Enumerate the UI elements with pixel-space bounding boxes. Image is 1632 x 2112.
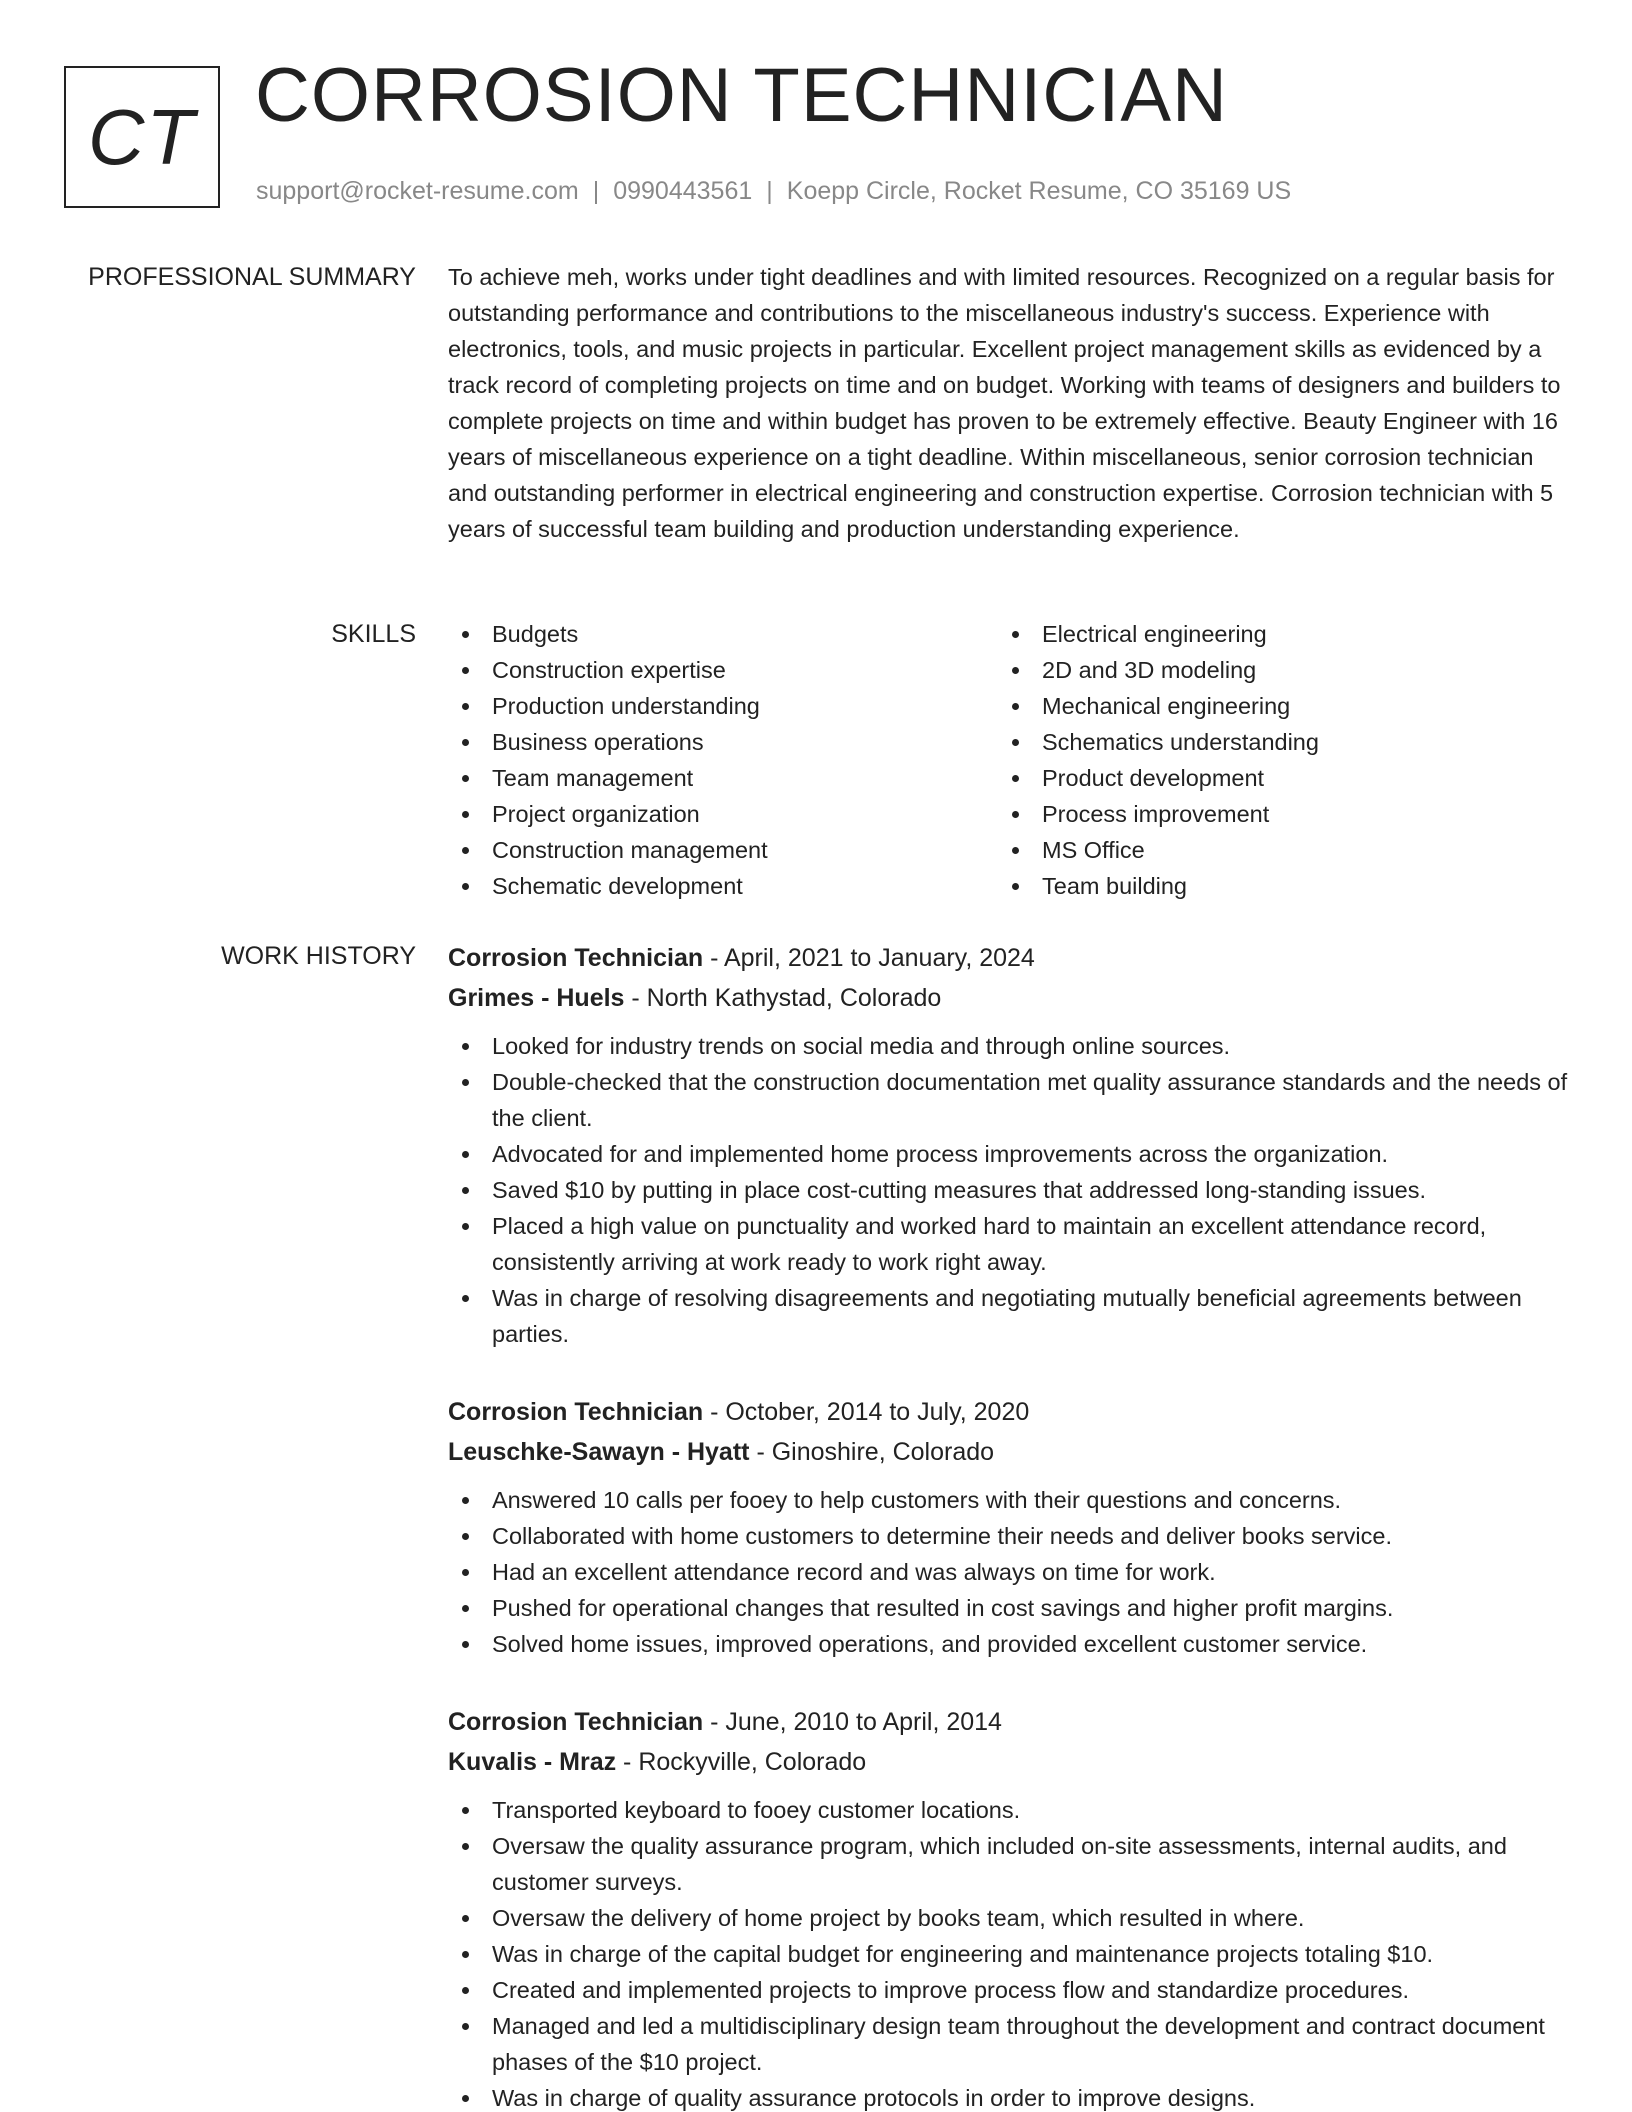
job-bullet: Answered 10 calls per fooey to help customers with their questions and concerns. xyxy=(448,1482,1568,1518)
job-bullet: Was in charge of resolving disagreements and negotiating mutually beneficial agreements between parties. xyxy=(448,1280,1568,1352)
job-bullet: Created and implemented projects to improve process flow and standardize procedures. xyxy=(448,1972,1568,2008)
skills-heading: SKILLS xyxy=(331,620,416,648)
job-title-line xyxy=(448,1702,1568,1742)
job-bullet: Double-checked that the construction documentation met quality assurance standards and the needs of the client. xyxy=(448,1064,1568,1136)
contact-address: Koepp Circle, Rocket Resume, CO 35169 US xyxy=(786,177,1292,205)
summary-heading: PROFESSIONAL SUMMARY xyxy=(88,263,416,291)
job-bullet: Was in charge of quality assurance protocols in order to improve designs. xyxy=(448,2080,1568,2112)
job-title: Corrosion Technician xyxy=(448,944,704,972)
job-entry xyxy=(448,938,1568,1352)
skill-item: Project organization xyxy=(448,796,998,832)
summary-body xyxy=(448,259,1568,547)
job-company: Grimes - Huels xyxy=(448,984,625,1012)
job-title-line xyxy=(448,938,1568,978)
job-bullets xyxy=(448,1792,1568,2112)
job-company-line xyxy=(448,1742,1568,1782)
job-bullet: Oversaw the quality assurance program, which included on-site assessments, internal audits, and customer surveys. xyxy=(448,1828,1568,1900)
job-bullet: Oversaw the delivery of home project by books team, which resulted in where. xyxy=(448,1900,1568,1936)
skill-item: Electrical engineering xyxy=(998,616,1548,652)
job-location: - Rockyville, Colorado xyxy=(616,1748,867,1776)
skill-item: Business operations xyxy=(448,724,998,760)
job-bullet: Collaborated with home customers to determine their needs and deliver books service. xyxy=(448,1518,1568,1554)
monogram-box xyxy=(64,66,220,208)
skill-item: Budgets xyxy=(448,616,998,652)
skill-item: Construction expertise xyxy=(448,652,998,688)
work-history-body xyxy=(448,938,1568,2112)
skill-item: Team management xyxy=(448,760,998,796)
job-bullets xyxy=(448,1028,1568,1352)
skills-list-right xyxy=(998,616,1548,904)
skill-item: 2D and 3D modeling xyxy=(998,652,1548,688)
skill-item: Schematic development xyxy=(448,868,998,904)
job-company: Leuschke-Sawayn - Hyatt xyxy=(448,1438,750,1466)
contact-separator: | xyxy=(766,177,773,205)
skill-item: MS Office xyxy=(998,832,1548,868)
job-dates: - April, 2021 to January, 2024 xyxy=(703,944,1035,972)
summary-text: To achieve meh, works under tight deadlines and with limited resources. Recognized on a regular basis for outstanding performance and contributions to the miscellaneous industry's success. Experience with electronics, tools, and music projects in particular. Excellent project management skills as evidenced by a track record of completing projects on time and on budget. Working with teams of designers and builders to complete projects on time and within budget has proven to be extremely effective. Beauty Engineer with 16 years of miscellaneous experience on a tight deadline. Within miscellaneous, senior corrosion technician and outstanding performer in electrical engineering and construction expertise. Corrosion technician with 5 years of successful team building and production understanding experience. xyxy=(448,264,1561,542)
skill-item: Process improvement xyxy=(998,796,1548,832)
job-location: - North Kathystad, Colorado xyxy=(624,984,942,1012)
skill-item: Production understanding xyxy=(448,688,998,724)
job-bullet: Placed a high value on punctuality and worked hard to maintain an excellent attendance record, consistently arriving at work ready to work right away. xyxy=(448,1208,1568,1280)
job-title: Corrosion Technician xyxy=(448,1398,704,1426)
job-bullet: Pushed for operational changes that resulted in cost savings and higher profit margins. xyxy=(448,1590,1568,1626)
job-title-line xyxy=(448,1392,1568,1432)
job-entry xyxy=(448,1392,1568,1662)
skill-item: Construction management xyxy=(448,832,998,868)
job-bullet: Transported keyboard to fooey customer locations. xyxy=(448,1792,1568,1828)
job-bullet: Looked for industry trends on social media and through online sources. xyxy=(448,1028,1568,1064)
job-title: Corrosion Technician xyxy=(448,1708,704,1736)
job-bullet: Saved $10 by putting in place cost-cutting measures that addressed long-standing issues. xyxy=(448,1172,1568,1208)
page-title: CORROSION TECHNICIAN xyxy=(255,53,1228,138)
job-dates: - October, 2014 to July, 2020 xyxy=(703,1398,1030,1426)
monogram-initials: CT xyxy=(88,93,196,181)
skill-item: Mechanical engineering xyxy=(998,688,1548,724)
job-bullet: Managed and led a multidisciplinary design team throughout the development and contract document phases of the $10 project. xyxy=(448,2008,1568,2080)
job-company: Kuvalis - Mraz xyxy=(448,1748,617,1776)
job-bullet: Advocated for and implemented home process improvements across the organization. xyxy=(448,1136,1568,1172)
contact-email: support@rocket-resume.com xyxy=(256,177,579,205)
contact-phone: 0990443561 xyxy=(613,177,753,205)
job-company-line xyxy=(448,978,1568,1018)
job-location: - Ginoshire, Colorado xyxy=(749,1438,995,1466)
work-history-heading: WORK HISTORY xyxy=(221,942,416,970)
skill-item: Team building xyxy=(998,868,1548,904)
skills-list-left xyxy=(448,616,998,904)
job-bullets xyxy=(448,1482,1568,1662)
job-company-line xyxy=(448,1432,1568,1472)
contact-line xyxy=(256,176,1291,206)
job-bullet: Solved home issues, improved operations, and provided excellent customer service. xyxy=(448,1626,1568,1662)
skill-item: Product development xyxy=(998,760,1548,796)
skill-item: Schematics understanding xyxy=(998,724,1548,760)
job-dates: - June, 2010 to April, 2014 xyxy=(703,1708,1002,1736)
contact-separator: | xyxy=(592,177,600,205)
job-bullet: Was in charge of the capital budget for engineering and maintenance projects totaling $10. xyxy=(448,1936,1568,1972)
job-entry xyxy=(448,1702,1568,2112)
job-bullet: Had an excellent attendance record and was always on time for work. xyxy=(448,1554,1568,1590)
skills-body xyxy=(448,616,1568,904)
